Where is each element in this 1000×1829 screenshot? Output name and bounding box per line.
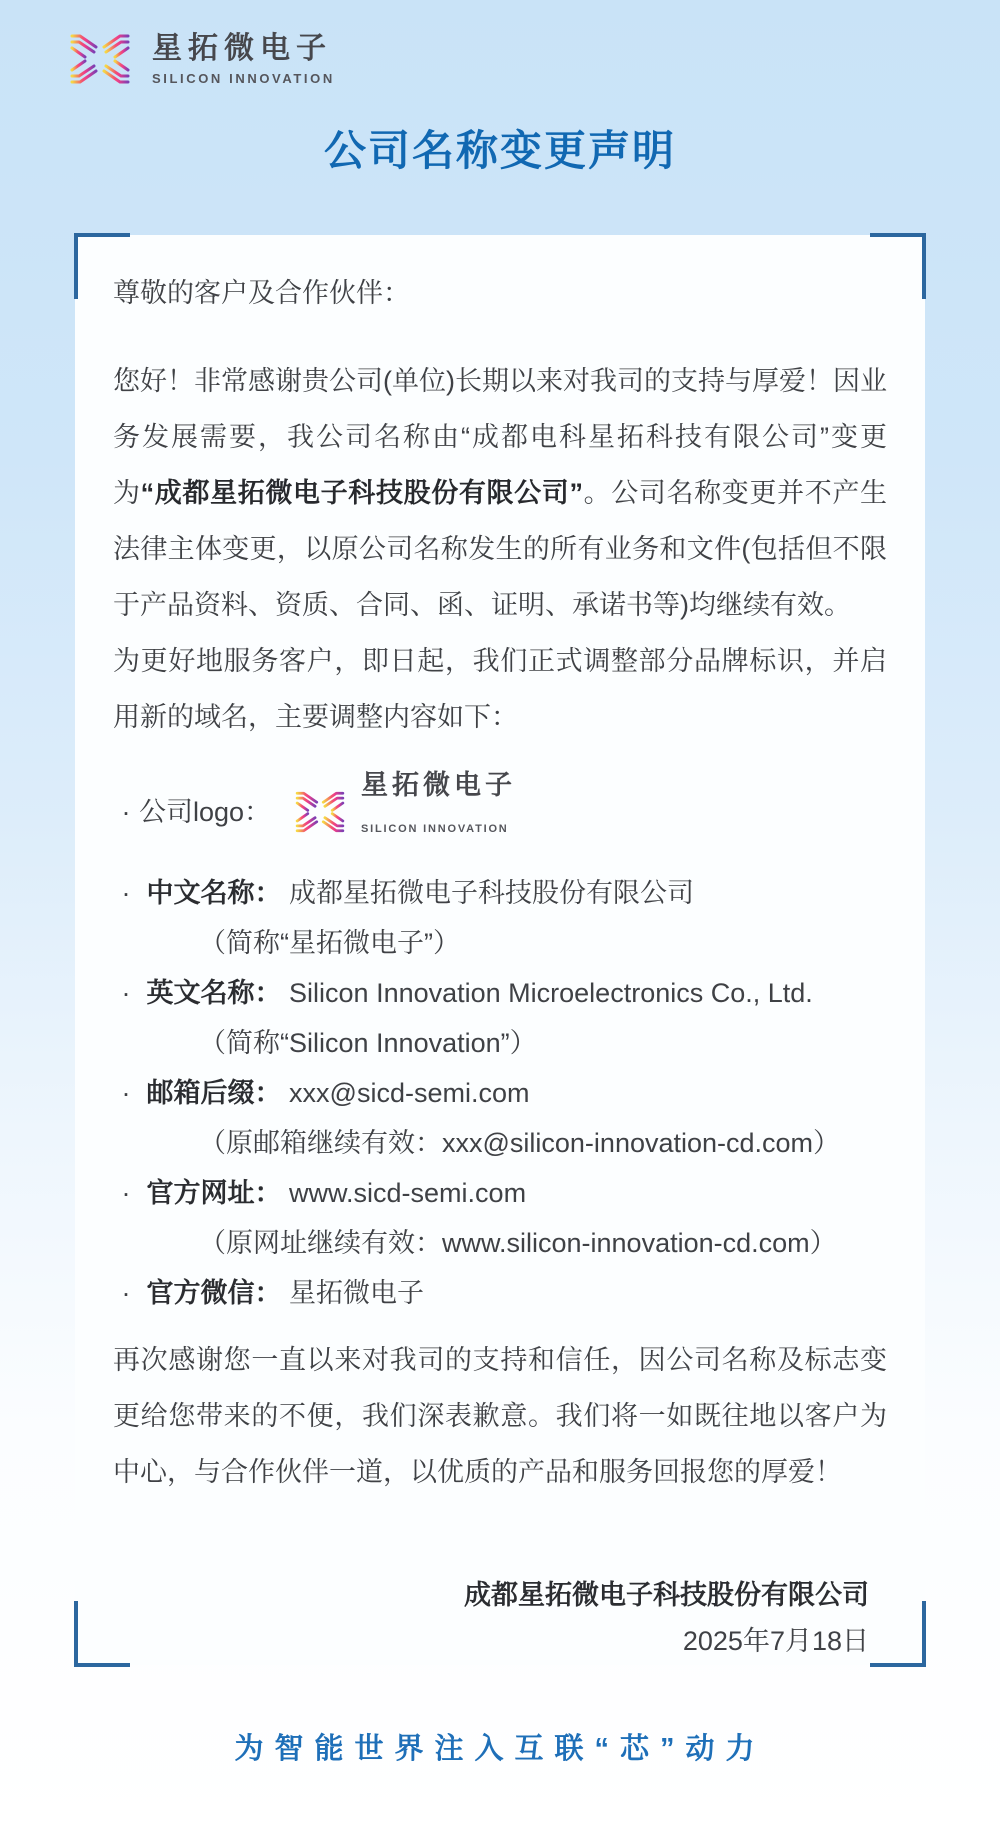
bullet: · [121,1177,131,1208]
item-company-logo [113,771,887,854]
brand-logo [62,26,335,92]
change-items [113,771,887,1318]
bullet: · [121,977,131,1008]
new-logo-x-icon [289,785,351,839]
item-wechat-value: 星拓微电子 [289,1277,425,1308]
item-chinese-name-value: 成都星拓微电子科技股份有限公司 [289,877,695,908]
closing-paragraph: 再次感谢您一直以来对我司的支持和信任，因公司名称及标志变更给您带来的不便，我们深表歉意。我们将一如既往地以客户为中心，与合作伙伴一道，以优质的产品和服务回报您的厚爱！ [113,1344,887,1487]
signature-block [113,1572,887,1664]
bullet: · [121,797,131,828]
item-wechat [113,1268,887,1318]
item-english-name-value: Silicon Innovation Microelectronics Co., Ltd. [289,977,813,1008]
salutation: 尊敬的客户及合作伙伴： [113,278,410,308]
item-email-suffix-value: xxx@sicd-semi.com [289,1077,530,1108]
bullet: · [121,877,131,908]
item-chinese-name-label: 中文名称： [146,877,282,908]
paragraph-1 [113,353,887,633]
item-website-note: （原网址继续有效：www.silicon-innovation-cd.com） [199,1227,837,1258]
item-website-value: www.sicd-semi.com [289,1177,527,1208]
paragraph-1-pre: 您好！非常感谢贵公司(单位)长期以来对我司的支持与厚爱！因业务发展需要，我公司名称由“成都电科星拓科技有限公司”变更为 [113,366,887,508]
item-wechat-label: 官方微信： [146,1277,282,1308]
item-chinese-name [113,868,887,918]
brand-text [152,32,335,86]
corner-bracket-top-left [74,233,130,299]
item-website [113,1168,887,1218]
item-website-label: 官方网址： [146,1177,282,1208]
paragraph-1-post: 。公司名称变更并不产生法律主体变更，以原公司名称发生的所有业务和文件(包括但不限于产品资料、资质、合同、函、证明、承诺书等)均继续有效。 [113,478,888,620]
paragraph-2: 为更好地服务客户，即日起，我们正式调整部分品牌标识，并启用新的域名，主要调整内容如下： [113,646,887,732]
brand-name-cn: 星拓微电子 [152,32,332,66]
signature-company: 成都星拓微电子科技股份有限公司 [464,1579,869,1610]
item-chinese-name-note: （简称“星拓微电子”） [199,927,460,958]
corner-bracket-bottom-left [74,1601,130,1667]
bullet: · [121,1077,131,1108]
item-logo-label: 公司logo： [139,797,272,828]
item-email-suffix-note: （原邮箱继续有效：xxx@silicon-innovation-cd.com） [199,1127,841,1158]
corner-bracket-top-right [870,233,926,299]
item-email-suffix [113,1068,887,1118]
signature-date: 2025年7月18日 [682,1625,869,1656]
bullet: · [121,1277,131,1308]
new-logo-name-cn: 星拓微电子 [361,770,517,800]
item-english-name [113,968,887,1018]
new-company-name-bold: “成都星拓微电子科技股份有限公司” [140,478,583,508]
item-english-name-note: （简称“Silicon Innovation”） [199,1027,537,1058]
footer-slogan: 为智能世界注入互联“芯”动力 [234,1733,766,1765]
item-email-suffix-label: 邮箱后缀： [146,1077,282,1108]
brand-x-icon [62,26,138,92]
page-title: 公司名称变更声明 [323,127,676,174]
letter-card [75,235,925,1665]
new-logo-name-en: SILICON INNOVATION [361,822,509,835]
new-logo-text [361,771,516,854]
corner-bracket-bottom-right [870,1601,926,1667]
item-english-name-label: 英文名称： [146,977,282,1008]
new-logo [289,771,516,854]
brand-name-en: SILICON INNOVATION [152,70,335,86]
